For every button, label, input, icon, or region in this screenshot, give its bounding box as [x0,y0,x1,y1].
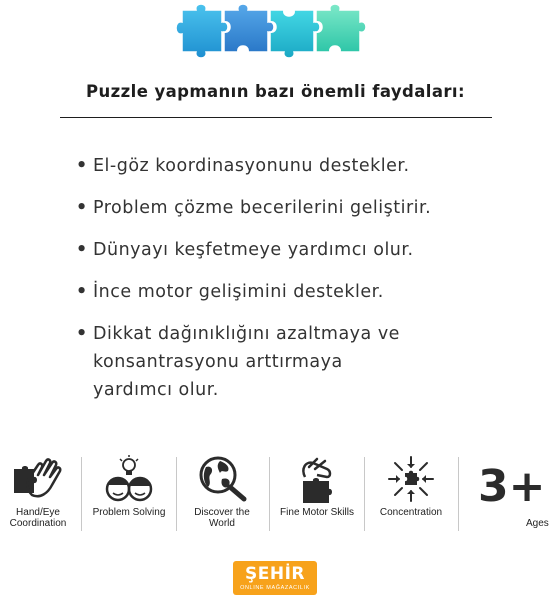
benefit-item [76,320,428,404]
separator [81,457,82,531]
benefit-item [76,278,496,306]
skill-fine-motor [273,455,361,535]
benefit-text: Dikkat dağınıklığını azaltmaya ve konsantrasyonu arttırmaya yardımcı olur. [93,324,400,400]
separator [364,457,365,531]
brand-subtitle: ONLINE MAĞAZACILIK [240,585,310,591]
benefits-list [76,152,496,418]
puzzle-piece-1 [176,4,228,58]
page-heading: Puzzle yapmanın bazı önemli faydaları: [86,82,465,101]
age-label: Ages [526,518,549,529]
brand-logo [233,561,317,595]
separator [176,457,177,531]
kids-lightbulb-icon [99,455,159,503]
bullet: • [76,282,88,302]
hand-puzzle-icon [8,455,68,503]
benefit-item [76,236,496,264]
bullet: • [76,240,88,260]
hand-holding-piece-icon [287,455,347,503]
benefit-item [76,194,496,222]
benefit-text: İnce motor gelişimini destekler. [93,282,384,302]
globe-magnifier-icon [192,455,252,503]
bullet: • [76,198,88,218]
brand-name: ŞEHİR [245,564,305,584]
skill-caption: Problem Solving [92,507,166,518]
bullet: • [76,324,88,344]
skill-concentration [368,455,454,535]
separator [269,457,270,531]
benefit-item [76,152,496,180]
skill-discover-world [180,455,264,535]
skill-caption: Fine Motor Skills [280,507,354,518]
skill-hand-eye [0,455,76,535]
benefit-text: El-göz koordinasyonunu destekler. [93,156,410,176]
skill-caption: Discover the World [194,507,250,529]
focus-arrows-icon [381,455,441,503]
bullet: • [76,156,88,176]
puzzle-piece-4 [316,4,366,52]
skill-caption: Hand/Eye Coordination [9,507,67,529]
puzzle-piece-2 [224,4,274,52]
heading-divider [60,117,492,118]
skill-caption: Concentration [379,507,443,518]
separator [458,457,459,531]
skill-problem-solving [86,455,172,535]
puzzle-pieces-banner [172,0,378,66]
benefit-text: Problem çözme becerilerini geliştirir. [93,198,432,218]
age-value: 3+ [478,461,546,512]
benefit-text: Dünyayı keşfetmeye yardımcı olur. [93,240,414,260]
puzzle-piece-3 [270,10,320,58]
skills-icon-strip [0,455,551,535]
